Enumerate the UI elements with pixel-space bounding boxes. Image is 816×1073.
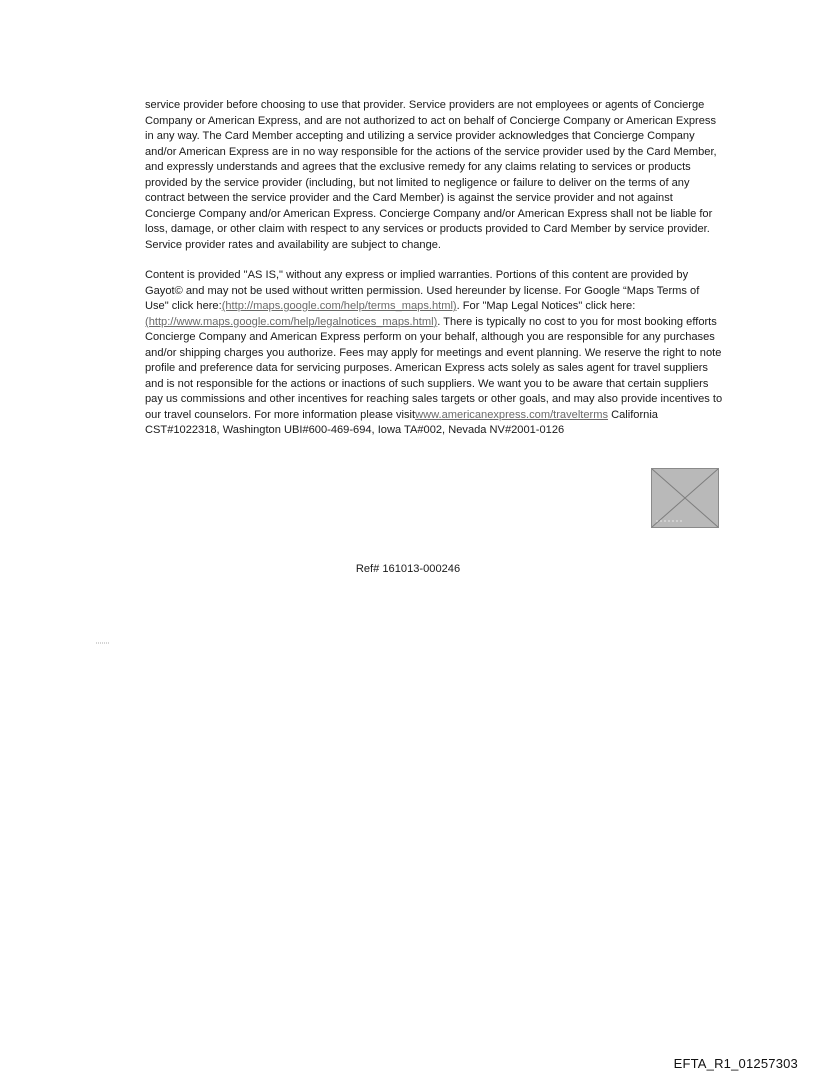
content-terms-text-2: . For "Map Legal Notices" click here: [456, 300, 636, 312]
broken-image-placeholder-icon [651, 468, 719, 528]
travel-terms-link[interactable]: www.americanexpress.com/travelterms [415, 408, 609, 421]
reference-number: Ref# 161013-000246 [355, 563, 461, 575]
map-legal-notices-link[interactable]: (http://www.maps.google.com/help/legalnotices_maps.html) [145, 315, 438, 328]
bates-number: EFTA_R1_01257303 [673, 1056, 798, 1071]
disclaimer-paragraph-content-terms [145, 268, 723, 439]
content-terms-text-3: . There is typically no cost to you for most booking efforts Concierge Company and American Express perform on your behalf, although you are responsible for any purchases and/or shipping charges you authorize. Fees may apply for meetings and event planning. We reserve the right to note profile and preference data for servicing purposes. American Express acts solely as sales agent for travel suppliers and is not responsible for the actions or inactions of such suppliers. We want you to be aware that certain suppliers pay us commissions and other incentives for reaching sales targets or other goals, and may also provide incentives to our travel counselors. For more information please visit [145, 315, 723, 421]
stray-mark-icon [96, 642, 109, 644]
document-body [145, 98, 723, 454]
content-terms-text-1: Content is provided "AS IS," without any express or implied warranties. Portions of this content are provided by Gayot© and may not be used without written permission. Used hereunder by license. For Google “Maps Terms of Use" click here: [145, 269, 700, 312]
disclaimer-paragraph-service-providers: service provider before choosing to use that provider. Service providers are not employees or agents of Concierge Company or American Express, and are not authorized to act on behalf of Concierge Company or American Express in any way. The Card Member accepting and utilizing a service provider acknowledges that Concierge Company and/or American Express are in no way responsible for the actions of the service provider used by the Card Member, and expressly understands and agrees that the exclusive remedy for any claims relating to services or products provided by the service provider (including, but not limited to negligence or failure to deliver on the terms of any contract between the service provider and the Card Member) is against the service provider and not against Concierge Company and/or American Express. Concierge Company and/or American Express shall not be liable for loss, damage, or other claim with respect to any services or products provided to Card Member by service provider. Service provider rates and availability are subject to change. [145, 99, 717, 251]
image-cross-icon [652, 469, 718, 527]
maps-terms-link[interactable]: (http://maps.google.com/help/terms_maps.html) [221, 300, 457, 312]
content-terms-text-4: California CST#1022318, Washington UBI#600-469-694, Iowa TA#002, Nevada NV#2001-0126 [145, 408, 658, 436]
